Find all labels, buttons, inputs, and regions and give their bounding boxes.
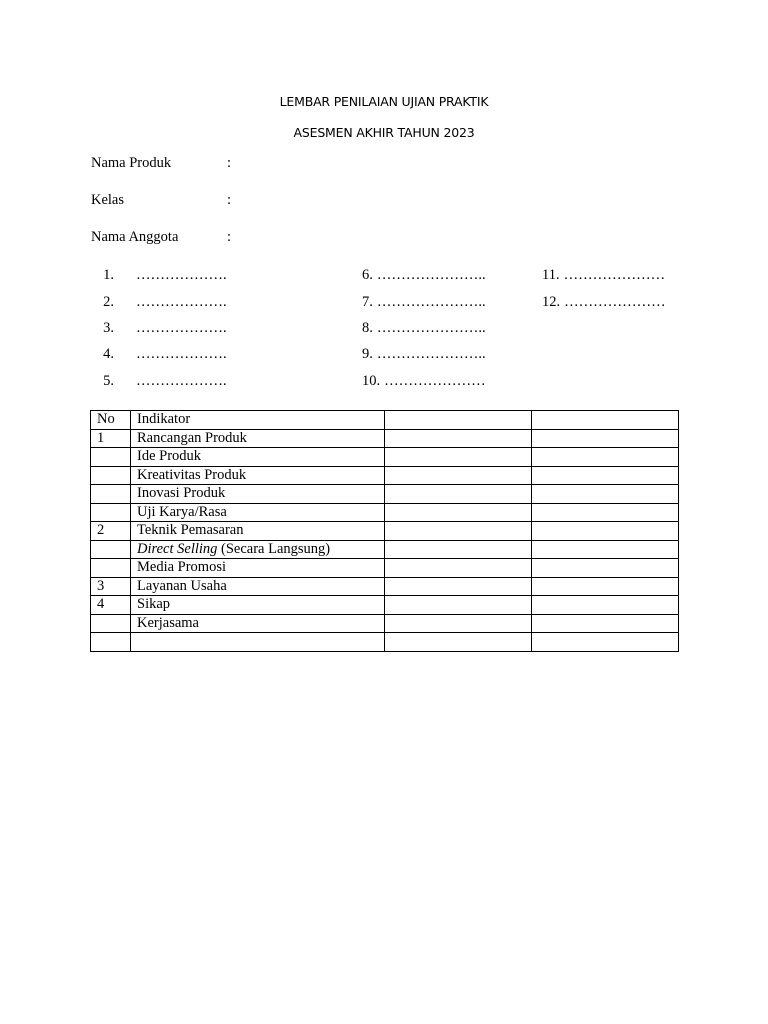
member-name-blank: ………………….. — [376, 294, 486, 310]
row-indikator: Media Promosi — [131, 559, 385, 578]
row-indikator: Sikap — [131, 596, 385, 615]
nama-anggota-colon: : — [227, 229, 232, 245]
score-cell[interactable] — [532, 633, 679, 652]
score-cell[interactable] — [532, 559, 679, 578]
member-number: 4. — [103, 346, 114, 362]
member-number: 1. — [103, 267, 114, 283]
nama-produk-colon: : — [227, 155, 232, 171]
member-item — [362, 294, 486, 311]
table-row — [91, 577, 679, 596]
score-cell[interactable] — [385, 466, 532, 485]
member-number: 11. — [542, 267, 560, 283]
member-number: 3. — [103, 320, 114, 336]
score-cell[interactable] — [385, 540, 532, 559]
member-number: 5. — [103, 373, 114, 389]
score-cell[interactable] — [532, 614, 679, 633]
header-indikator: Indikator — [131, 411, 385, 430]
score-cell[interactable] — [385, 485, 532, 504]
assessment-table — [90, 410, 679, 652]
row-number: 2 — [91, 522, 131, 541]
table-row — [91, 429, 679, 448]
score-cell[interactable] — [385, 448, 532, 467]
member-number: 9. — [362, 346, 373, 362]
score-cell[interactable] — [532, 577, 679, 596]
table-row — [91, 559, 679, 578]
row-number — [91, 503, 131, 522]
table-row — [91, 540, 679, 559]
row-indikator — [131, 633, 385, 652]
score-cell[interactable] — [385, 429, 532, 448]
row-number: 3 — [91, 577, 131, 596]
member-name-blank: ………………. — [136, 294, 227, 310]
member-number: 7. — [362, 294, 373, 310]
member-name-blank: ………………… — [564, 294, 666, 310]
member-name-blank: ………………. — [136, 373, 227, 389]
member-name-blank: ………………. — [136, 320, 227, 336]
row-number: 1 — [91, 429, 131, 448]
row-indikator: Kreativitas Produk — [131, 466, 385, 485]
table-row — [91, 633, 679, 652]
table-row — [91, 503, 679, 522]
row-indikator: Kerjasama — [131, 614, 385, 633]
member-item — [362, 373, 486, 390]
indikator-rest-text: (Secara Langsung) — [217, 540, 331, 557]
score-cell[interactable] — [385, 633, 532, 652]
row-number — [91, 633, 131, 652]
score-cell[interactable] — [532, 540, 679, 559]
nama-produk-label: Nama Produk — [91, 155, 172, 171]
score-cell[interactable] — [532, 503, 679, 522]
member-item — [91, 294, 227, 311]
member-name-blank: ………………. — [136, 267, 227, 283]
member-name-blank: ………………….. — [376, 267, 486, 283]
member-item — [542, 294, 666, 311]
member-name-blank: ………………….. — [376, 320, 486, 336]
score-cell[interactable] — [385, 577, 532, 596]
member-name-blank: ………………. — [136, 346, 227, 362]
member-item — [362, 346, 486, 363]
document-title: LEMBAR PENILAIAN UJIAN PRAKTIK — [279, 94, 489, 109]
indikator-italic-text: Direct Selling — [137, 540, 218, 557]
kelas-label: Kelas — [91, 192, 125, 208]
member-name-blank: ………………… — [384, 373, 486, 389]
member-item — [362, 320, 486, 337]
score-cell[interactable] — [532, 448, 679, 467]
table-row — [91, 596, 679, 615]
row-number — [91, 485, 131, 504]
score-cell[interactable] — [532, 596, 679, 615]
member-number: 8. — [362, 320, 373, 336]
row-indikator — [131, 540, 385, 559]
member-item — [362, 267, 486, 284]
header-cell — [532, 411, 679, 430]
row-indikator: Rancangan Produk — [131, 429, 385, 448]
table-row — [91, 448, 679, 467]
row-number — [91, 466, 131, 485]
member-number: 2. — [103, 294, 114, 310]
member-item — [91, 320, 227, 337]
score-cell[interactable] — [385, 559, 532, 578]
member-item — [91, 346, 227, 363]
row-number — [91, 540, 131, 559]
row-indikator: Teknik Pemasaran — [131, 522, 385, 541]
row-indikator: Uji Karya/Rasa — [131, 503, 385, 522]
score-cell[interactable] — [385, 596, 532, 615]
table-header-row — [91, 411, 679, 430]
score-cell[interactable] — [532, 466, 679, 485]
member-number: 12. — [542, 294, 561, 310]
row-number — [91, 614, 131, 633]
member-item — [542, 267, 665, 284]
row-number: 4 — [91, 596, 131, 615]
table-row — [91, 522, 679, 541]
table-row — [91, 614, 679, 633]
header-no: No — [91, 411, 131, 430]
score-cell[interactable] — [385, 503, 532, 522]
score-cell[interactable] — [532, 522, 679, 541]
member-item — [91, 267, 227, 284]
row-indikator: Inovasi Produk — [131, 485, 385, 504]
row-number — [91, 448, 131, 467]
row-indikator: Ide Produk — [131, 448, 385, 467]
row-number — [91, 559, 131, 578]
member-number: 10. — [362, 373, 381, 389]
score-cell[interactable] — [532, 429, 679, 448]
table-row — [91, 466, 679, 485]
row-indikator: Layanan Usaha — [131, 577, 385, 596]
document-subtitle: ASESMEN AKHIR TAHUN 2023 — [293, 125, 475, 140]
nama-anggota-label: Nama Anggota — [91, 229, 179, 245]
member-name-blank: ………………….. — [376, 346, 486, 362]
header-cell — [385, 411, 532, 430]
score-cell[interactable] — [385, 614, 532, 633]
score-cell[interactable] — [532, 485, 679, 504]
member-number: 6. — [362, 267, 373, 283]
score-cell[interactable] — [385, 522, 532, 541]
table-row — [91, 485, 679, 504]
member-name-blank: ………………… — [563, 267, 666, 283]
member-item — [91, 373, 227, 390]
kelas-colon: : — [227, 192, 232, 208]
